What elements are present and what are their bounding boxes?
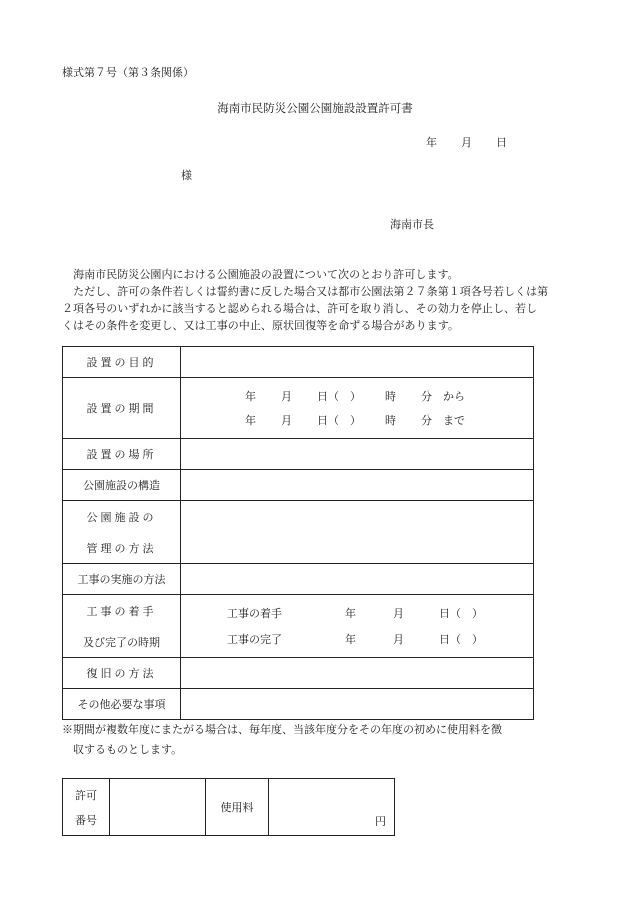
construction-end: 工事の完了 年 月 日（ ） <box>227 633 483 646</box>
period-field[interactable] <box>181 378 534 439</box>
note-line-2: 収するものとします。 <box>73 743 183 756</box>
permit-number-field[interactable] <box>110 779 206 836</box>
permit-number-table <box>62 778 395 836</box>
period-from: 年 月 日（ ） 時 分 から <box>245 390 465 403</box>
structure-field[interactable] <box>181 470 534 501</box>
schedule-field[interactable] <box>181 595 534 658</box>
body-paragraph-line-3: ２項各号のいずれかに該当すると認められる場合は、許可を取り消し、その効力を停止し、若し <box>62 302 538 315</box>
construction-method-label: 工事の実施の方法 <box>63 564 181 595</box>
row-period <box>63 378 534 439</box>
usage-fee-field[interactable] <box>269 779 395 836</box>
usage-fee-label: 使用料 <box>206 779 269 836</box>
body-paragraph-line-2: ただし、許可の条件若しくは誓約書に反した場合又は都市公園法第２７条第１項各号若しくは第 <box>73 285 549 298</box>
row-construction-method <box>63 564 534 595</box>
note-line-1: ※期間が複数年度にまたがる場合は、毎年度、当該年度分をその年度の初めに使用料を徴 <box>62 723 502 736</box>
restoration-field[interactable] <box>181 658 534 689</box>
restoration-label: 復旧の方法 <box>63 658 181 689</box>
row-management <box>63 501 534 564</box>
construction-method-field[interactable] <box>181 564 534 595</box>
row-purpose <box>63 347 534 378</box>
structure-label: 公園施設の構造 <box>63 470 181 501</box>
row-location <box>63 439 534 470</box>
period-label: 設置の期間 <box>63 378 181 439</box>
construction-start: 工事の着手 年 月 日（ ） <box>227 607 483 620</box>
row-schedule <box>63 595 534 658</box>
other-label: その他必要な事項 <box>63 689 181 720</box>
body-paragraph-line-4: くはその条件を変更し、又は工事の中止、原状回復等を命ずる場合があります。 <box>62 319 459 332</box>
management-label: 公園施設の 管理の方法 <box>63 501 181 564</box>
other-field[interactable] <box>181 689 534 720</box>
yen-unit: 円 <box>375 815 386 828</box>
date-year-label: 年 <box>426 136 437 149</box>
management-field[interactable] <box>181 501 534 564</box>
issuer-name: 海南市長 <box>390 218 434 231</box>
issue-date <box>426 134 507 150</box>
body-paragraph-line-1: 海南市民防災公園内における公園施設の設置について次のとおり許可します。 <box>73 268 459 281</box>
purpose-label: 設置の目的 <box>63 347 181 378</box>
date-month-label: 月 <box>461 136 472 149</box>
purpose-field[interactable] <box>181 347 534 378</box>
addressee-suffix: 様 <box>181 169 192 182</box>
row-other <box>63 689 534 720</box>
permit-details-table <box>62 346 534 720</box>
form-number: 様式第７号（第３条関係） <box>62 66 194 79</box>
row-structure <box>63 470 534 501</box>
row-restoration <box>63 658 534 689</box>
period-to: 年 月 日（ ） 時 分 まで <box>245 414 465 427</box>
location-field[interactable] <box>181 439 534 470</box>
location-label: 設置の場所 <box>63 439 181 470</box>
schedule-label: 工事の着手 及び完了の時期 <box>63 595 181 658</box>
document-title: 海南市民防災公園公園施設設置許可書 <box>217 101 413 115</box>
permit-number-label: 許可 番号 <box>63 779 110 836</box>
date-day-label: 日 <box>496 136 507 149</box>
